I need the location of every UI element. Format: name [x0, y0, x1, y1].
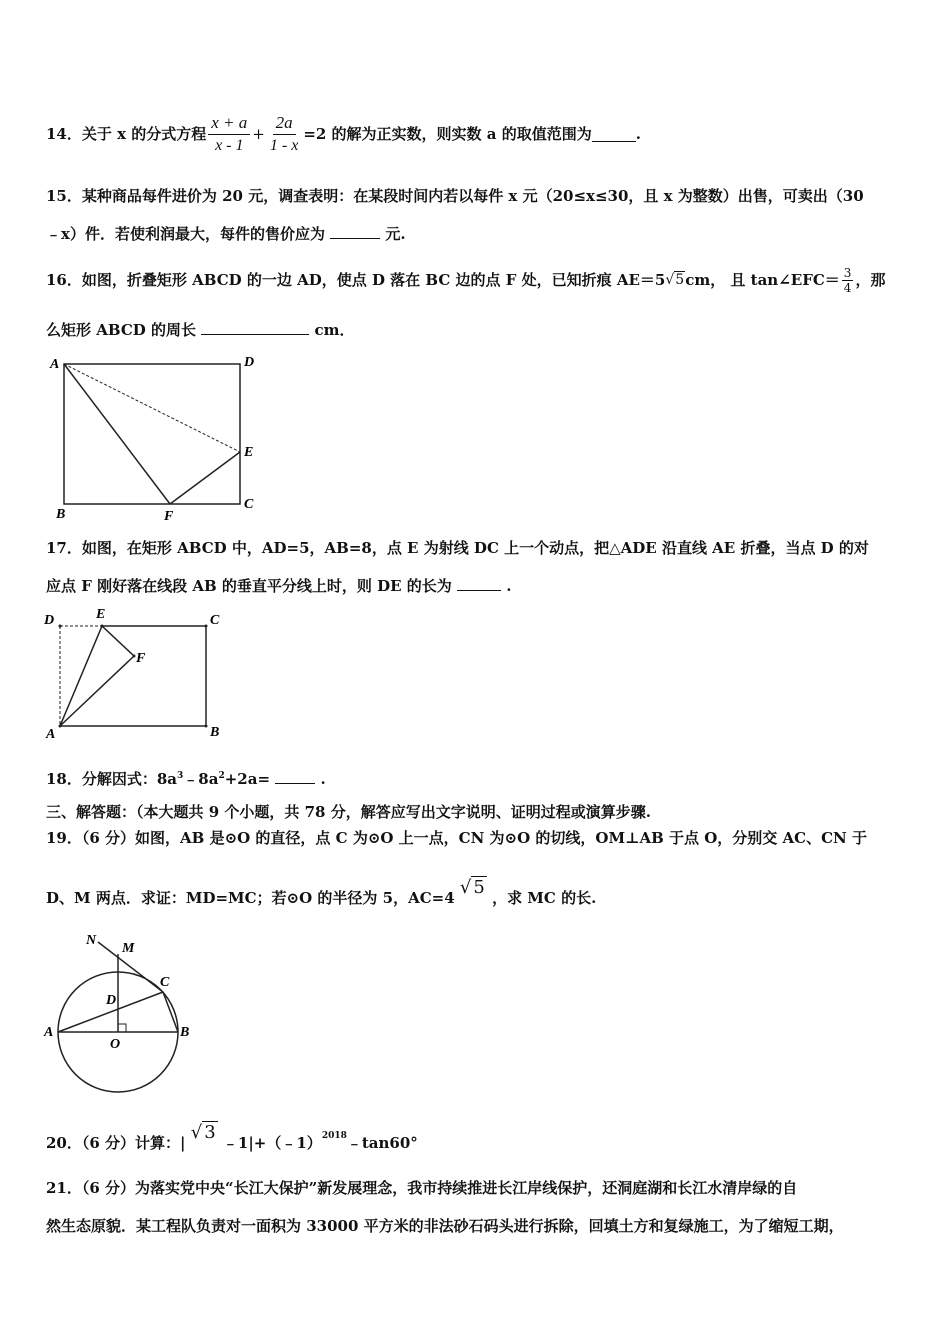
- q16-sqrt: √5: [665, 272, 685, 288]
- segment-af: [64, 364, 170, 504]
- label-d: D: [106, 993, 117, 1008]
- segment-af: [60, 656, 134, 726]
- q19-sqrt: √ 5: [459, 877, 485, 898]
- label-f: F: [164, 509, 174, 522]
- q18: 18．分解因式：$8a^3﹣8a^2+2a=$ .: [46, 770, 326, 788]
- q15-answer-blank: [330, 224, 380, 239]
- q16-answer-blank: [201, 320, 309, 335]
- label-b: B: [210, 725, 220, 740]
- q15-line2: ﹣x）件．若使利润最大，每件的售价应为 元.: [46, 225, 406, 243]
- q21-line2: 然生态原貌．某工程队负责对一面积为 33000 平方米的非法砂石码头进行拆除，回填土方和复绿施工，为了缩短工期，: [46, 1217, 844, 1235]
- label-a: A: [44, 1025, 54, 1040]
- chord-cb: [163, 992, 178, 1032]
- q14-answer-blank: [592, 127, 636, 142]
- label-d: D: [244, 355, 255, 370]
- q17-figure: [40, 604, 240, 744]
- rectangle-abcd: [64, 364, 240, 504]
- segment-ef: [102, 626, 134, 656]
- label-a: A: [50, 357, 60, 372]
- point-c: [205, 625, 208, 628]
- label-f: F: [136, 651, 146, 666]
- point-a: [59, 725, 62, 728]
- q18-answer-blank: [275, 769, 315, 784]
- label-b: B: [56, 507, 66, 522]
- q19-line2: D、M 两点．求证：MD=MC；若⊙O 的半径为 5，AC=4 √ 5 ，求 MC 的长.: [46, 877, 597, 907]
- label-e: E: [244, 445, 254, 460]
- q16-figure: [46, 350, 276, 522]
- q19-line1: 19．（6 分）如图，AB 是⊙O 的直径，点 C 为⊙O 上一点，CN 为⊙O 的切线，OM⊥AB 于点 O，分别交 AC、CN 于: [46, 829, 867, 847]
- label-b: B: [180, 1025, 190, 1040]
- section-3-heading: 三、解答题：（本大题共 9 个小题，共 78 分，解答应写出文字说明、证明过程或演算步骤.: [46, 803, 651, 821]
- fold-line-ae: [64, 364, 240, 452]
- label-o: O: [110, 1037, 121, 1052]
- label-c: C: [160, 975, 170, 990]
- q16-line2: 么矩形 ABCD 的周长 cm．: [46, 321, 355, 339]
- segment-ae: [60, 626, 102, 726]
- point-b: [205, 725, 208, 728]
- q16-fraction: 3 4: [843, 265, 852, 295]
- label-d: D: [44, 613, 55, 628]
- q14: 14．关于 x 的分式方程 $\frac{x + a}{x - 1}$ + $\frac{2a}{1 - x}$ =2 的解为正实数，则实数 a 的取值范围为 .: [46, 104, 641, 164]
- q21-line1: 21．（6 分）为落实党中央“长江大保护”新发展理念，我市持续推进长江岸线保护，还洞庭湖和长江水清岸绿的自: [46, 1179, 798, 1197]
- label-m: M: [122, 941, 135, 956]
- q14-suffix: =2 的解为正实数，则实数 a 的取值范围为: [303, 125, 592, 143]
- q17-line2: 应点 F 刚好落在线段 AB 的垂直平分线上时，则 DE 的长为 .: [46, 577, 512, 595]
- label-e: E: [96, 607, 106, 622]
- q15-line1: 15．某种商品每件进价为 20 元，调查表明：在某段时间内若以每件 x 元（20≤x≤30，且 x 为整数）出售，可卖出（30: [46, 187, 864, 205]
- q14-fraction-2: $\frac{2a}{1 - x}$: [269, 112, 299, 154]
- label-c: C: [244, 497, 254, 512]
- q16-line1: 16．如图，折叠矩形 ABCD 的一边 AD，使点 D 落在 BC 边的点 F 处，已知折痕 AE＝5 √5 cm， 且 tan∠EFC＝ 3 4 ，那: [46, 265, 886, 295]
- q19-figure: [40, 926, 210, 1098]
- label-n: N: [86, 933, 97, 948]
- q14-plus: +: [252, 125, 265, 143]
- q20-sqrt: √ 3: [190, 1122, 216, 1143]
- segment-fe: [170, 452, 240, 504]
- point-e: [101, 625, 104, 628]
- q17-answer-blank: [457, 576, 501, 591]
- label-a: A: [46, 727, 56, 742]
- label-c: C: [210, 613, 220, 628]
- q14-fraction-1: $\frac{x + a}{x - 1}$: [208, 112, 250, 157]
- q20: 20．（6 分）计算：| √ 3 ﹣1|+（﹣1）$^{2018}$﹣tan60°: [46, 1122, 418, 1152]
- q17-line1: 17．如图，在矩形 ABCD 中，AD=5，AB=8，点 E 为射线 DC 上一个动点，把△ADE 沿直线 AE 折叠，当点 D 的对: [46, 539, 869, 557]
- q14-prefix: 14．关于 x 的分式方程: [46, 125, 207, 143]
- right-angle-mark: [118, 1024, 126, 1032]
- point-d: [59, 625, 62, 628]
